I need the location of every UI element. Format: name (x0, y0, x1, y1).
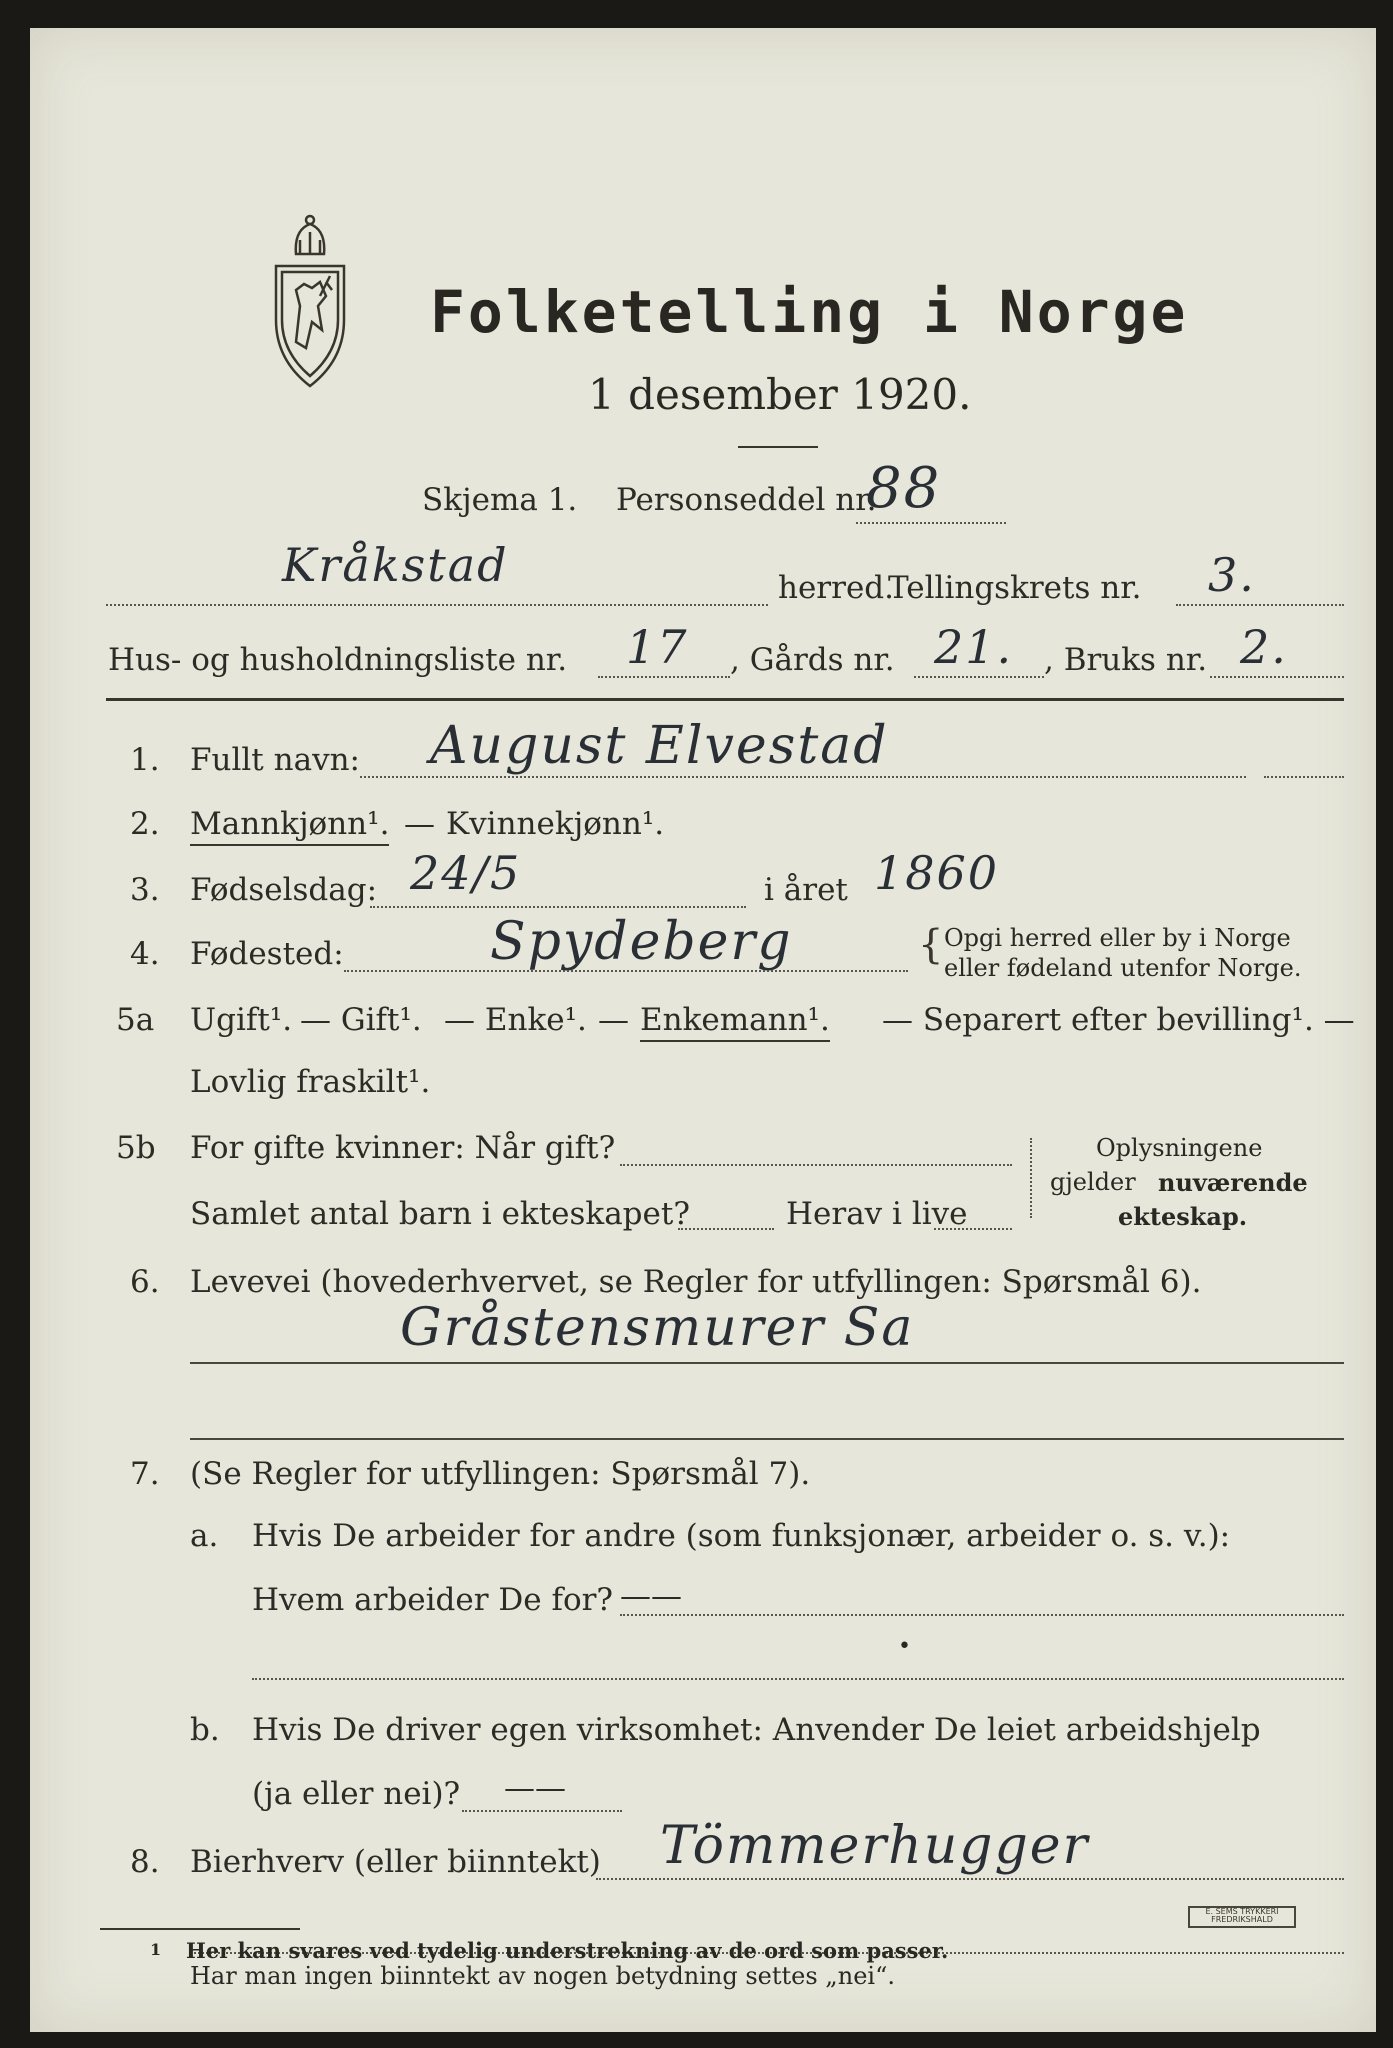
marital-dash: — (598, 1002, 629, 1038)
stray-dot: • (898, 1634, 911, 1659)
q6-number: 6. (130, 1264, 160, 1300)
tellingskrets-value: 3. (1208, 548, 1256, 602)
q7-number: 7. (130, 1456, 160, 1492)
marriage-note-2a: gjelder (1050, 1168, 1136, 1196)
gards-label: , Gårds nr. (730, 642, 895, 678)
hired-help-value: —— (504, 1770, 566, 1806)
bruks-label: , Bruks nr. (1044, 642, 1208, 678)
bruks-value: 2. (1240, 620, 1288, 674)
gender-female-option[interactable]: Kvinnekjønn¹. (446, 806, 665, 842)
form-title: Folketelling i Norge (430, 278, 1189, 346)
marital-separert-option[interactable]: — Separert efter bevilling¹. — (882, 1002, 1355, 1038)
full-name-value: August Elvestad (430, 716, 889, 776)
q7-label: (Se Regler for utfyllingen: Spørsmål 7). (190, 1456, 811, 1492)
marriage-note-2b: nuværende (1158, 1168, 1308, 1197)
side-income-value: Tömmerhugger (660, 1816, 1090, 1876)
q7a-label: Hvis De arbeider for andre (som funksjonær, arbeider o. s. v.): (252, 1518, 1231, 1554)
birth-year-value: 1860 (874, 846, 1000, 900)
note-brace: { (918, 922, 944, 968)
marriage-note-1: Oplysningene (1096, 1134, 1263, 1162)
married-when-label: For gifte kvinner: Når gift? (190, 1130, 616, 1166)
gender-separator: — (404, 806, 435, 842)
marital-enke-option[interactable]: — Enke¹. (444, 1002, 587, 1038)
q4-label: Fødested: (190, 936, 344, 972)
footnote-text: Her kan svares ved tydelig understrekning av de ord som passer. (186, 1938, 949, 1963)
printer-stamp: E. SEMS TRYKKERI FREDRIKSHALD (1188, 1906, 1296, 1928)
gender-male-option[interactable]: Mannkjønn¹. (190, 806, 389, 846)
q5b-number: 5b (116, 1130, 156, 1166)
birthplace-value: Spydeberg (490, 912, 793, 972)
marital-fraskilt-option[interactable]: Lovlig fraskilt¹. (190, 1064, 431, 1100)
gards-value: 21. (934, 620, 1014, 674)
occupation-label: Levevei (hovederhvervet, se Regler for utfyllingen: Spørsmål 6). (190, 1264, 1202, 1300)
side-income-label: Bierhverv (eller biinntekt) (190, 1844, 601, 1880)
occupation-value: Gråstensmurer Sa (400, 1298, 915, 1358)
census-form-page (30, 28, 1376, 2032)
q1-label: Fullt navn: (190, 742, 360, 778)
q1-number: 1. (130, 742, 160, 778)
q3-label: Fødselsdag: (190, 872, 378, 908)
herred-value: Kråkstad (282, 538, 509, 592)
employer-question: Hvem arbeider De for? (252, 1582, 614, 1618)
birthplace-note-2: eller fødeland utenfor Norge. (944, 954, 1302, 982)
tellingskrets-label: Tellingskrets nr. (888, 570, 1142, 606)
birthplace-note-1: Opgi herred eller by i Norge (944, 924, 1291, 952)
personseddel-label: Personseddel nr. (616, 482, 877, 518)
children-alive-label: Herav i live (786, 1196, 968, 1232)
q5a-number: 5a (116, 1002, 155, 1038)
hus-label: Hus- og husholdningsliste nr. (108, 642, 568, 678)
birthdate-value: 24/5 (410, 846, 522, 900)
coat-of-arms-icon (266, 210, 354, 390)
q7a-number: a. (190, 1518, 219, 1554)
q7b-number: b. (190, 1712, 220, 1748)
children-total-label: Samlet antal barn i ekteskapet? (190, 1196, 690, 1232)
marital-ugift-option[interactable]: Ugift¹. (190, 1002, 293, 1038)
hus-value: 17 (626, 620, 689, 674)
marital-enkemann-option[interactable]: Enkemann¹. (640, 1002, 830, 1042)
no-income-note: Har man ingen biinntekt av nogen betydning settes „nei“. (190, 1962, 895, 1990)
q3-number: 3. (130, 872, 160, 908)
employer-value: —— (620, 1578, 682, 1614)
marriage-note-3: ekteskap. (1118, 1202, 1248, 1231)
schema-label: Skjema 1. (422, 482, 578, 518)
herred-label: herred. (778, 570, 894, 606)
q4-number: 4. (130, 936, 160, 972)
marital-gift-option[interactable]: — Gift¹. (300, 1002, 422, 1038)
year-label: i året (764, 872, 848, 908)
personseddel-value: 88 (866, 456, 942, 521)
hired-help-question: (ja eller nei)? (252, 1776, 461, 1812)
q7b-label: Hvis De driver egen virksomhet: Anvender De leiet arbeidshjelp (252, 1712, 1261, 1748)
census-date: 1 desember 1920. (588, 370, 972, 419)
q2-number: 2. (130, 806, 160, 842)
q8-number: 8. (130, 1844, 160, 1880)
footnote-mark: 1 (150, 1940, 162, 1959)
